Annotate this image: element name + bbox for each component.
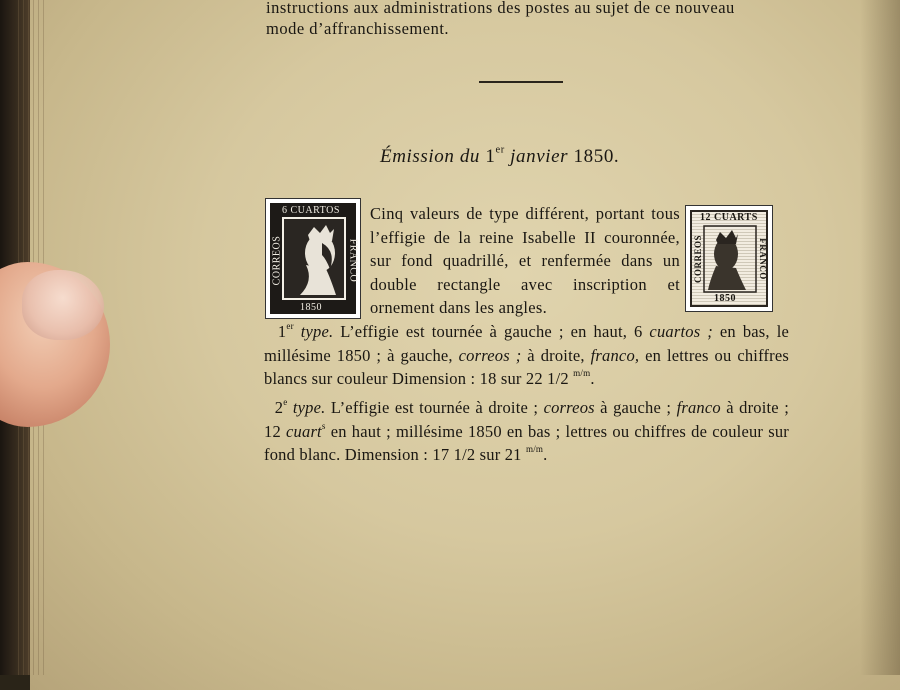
type1-cuartos: cuartos ; [649, 322, 713, 341]
section-heading [380, 146, 619, 168]
type-2-paragraph [264, 396, 789, 467]
type1-text-c: à droite, [521, 345, 591, 365]
page-shadow [860, 0, 900, 675]
type2-text-c: à droite ; 12 [264, 398, 789, 441]
intro-line-1: instructions aux administrations des postes au sujet de ce nouveau [266, 0, 735, 17]
type2-text-a: L’effigie est tournée à droite ; [325, 398, 544, 417]
type2-text-d: en haut ; millésime 1850 en bas ; lettres ou chiffres de couleur sur fond blanc. Dimension : 17 1/2 sur 21 [264, 421, 789, 464]
stamp-6-cuartos-illustration [265, 198, 361, 319]
type2-cuart: cuart [286, 421, 322, 441]
fingernail [22, 270, 104, 340]
stamp1-left-text: CORREOS [271, 235, 283, 286]
type1-sup: er [286, 320, 294, 331]
stamp2-top-text: 12 CUARTS [700, 212, 758, 223]
stamp2-right-text: FRANCO [757, 238, 768, 280]
type1-correos: correos ; [458, 345, 522, 365]
heading-prefix: Émission du [380, 146, 486, 167]
type1-number: 1 [277, 322, 287, 341]
type1-end: . [590, 369, 595, 388]
type2-label: type. [287, 398, 326, 417]
heading-year: 1850. [573, 146, 620, 167]
type2-end: . [543, 445, 548, 464]
heading-month: janvier [504, 146, 574, 167]
section-divider [479, 81, 563, 83]
type2-correos: correos [543, 398, 595, 417]
heading-day: 1 [485, 146, 496, 167]
description-paragraph: Cinq valeurs de type différent, portant tous l’effigie de la reine Isabelle II couronnée, sur fond quadrillé, et renfermée dans un double rectangle avec inscription et ornement dans les angles. [370, 204, 680, 317]
type2-unit: m/m [525, 443, 544, 454]
type1-text-d: en lettres ou chiffres blancs sur couleur Dimension : 18 sur 22 1/2 [264, 345, 790, 388]
type2-sup: e [283, 396, 288, 407]
intro-text [266, 0, 786, 39]
stamp2-bottom-text: 1850 [714, 293, 736, 304]
stamp1-top-text: 6 CUARTOS [282, 205, 340, 216]
type2-franco: franco [676, 398, 721, 417]
type2-cuart-sup: s [321, 420, 326, 431]
type-1-paragraph [264, 320, 789, 391]
stamp-12-cuarts-illustration [685, 205, 773, 312]
type2-text-b: à gauche ; [594, 398, 677, 417]
type1-text-b: en bas, le millésime 1850 ; à gauche, [264, 322, 790, 365]
type1-text-a: L’effigie est tournée à gauche ; en haut, 6 [333, 322, 650, 341]
heading-sup: er [495, 144, 505, 156]
stamp2-left-text: CORREOS [693, 234, 704, 284]
type1-franco: franco, [590, 345, 640, 365]
queen-effigy-left-icon [270, 203, 358, 316]
intro-line-2: mode d’affranchissement. [266, 19, 450, 38]
stamp1-bottom-text: 1850 [300, 302, 322, 313]
type1-label: type. [293, 322, 334, 341]
stamp1-right-text: FRANCO [347, 238, 359, 283]
type1-unit: m/m [573, 367, 591, 378]
type2-number: 2 [274, 398, 284, 417]
